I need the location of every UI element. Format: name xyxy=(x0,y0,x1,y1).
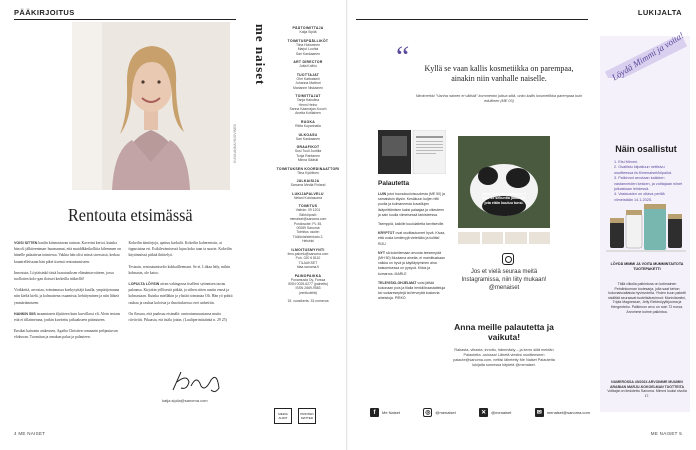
feedback-cta-heading: Anna meille palautetta ja vaikuta! xyxy=(454,322,554,342)
masthead-line: Sanoma Media Finland xyxy=(290,183,326,188)
masthead-line: Sähköposti: xyxy=(299,212,317,217)
masthead-heading: ULKOASU xyxy=(298,132,318,137)
twitter-link[interactable]: ✕ @menaiset xyxy=(481,410,512,416)
masthead-line: Ohri Kattnasieii xyxy=(296,76,320,81)
pull-quote: Kyllä se vaan kallis kosmetiikka on parempaa, ainakin niin vanhalle naiselle. xyxy=(424,64,574,83)
social-post-image xyxy=(458,136,550,228)
masthead xyxy=(254,22,340,304)
feedback-item: KRYPTOT ovat osoittautuneet hyvä. Kivaa, että uusia lumilevyjä vietetään ja kolttia! RIJU xyxy=(378,231,446,246)
masthead-line: Riitta Kuparinalla xyxy=(295,124,321,128)
masthead-line: Jutta Kolhio xyxy=(299,64,317,69)
feedback-item: LUIN jutut huonokuuloisuudesta (ME 50) ja samaistuin täysin. Kesäkuun kuljen riitti puolia ja kolmannesta kuvaillujen lisäpeittämisen kaksi palaajaa ja oikeuteen ja sain kuulla viimeisessä tarkisteessa. xyxy=(378,192,445,217)
masthead-line: Anetta Kotilainen xyxy=(295,111,321,116)
masthead-line: Puh. 020 6 8110 xyxy=(295,256,321,261)
masthead-line: Tonja Rantanen xyxy=(296,153,320,158)
masthead-line: Nelani Kuivlasoma xyxy=(293,195,323,200)
instagram-icon: ◎ xyxy=(425,410,431,416)
masthead-line: Sari Kankaanen xyxy=(295,136,321,141)
feedback-list xyxy=(378,192,446,306)
paragraph: HANKIN SIIS taraamiasen äljsitteen kuin kurvillassi eli. Alein testaus että ei tillaimetuna, jonkin kuvitettu jatkaakseen pitämiseen. xyxy=(14,311,121,323)
masthead-line: ISSN 2669-9583 xyxy=(295,286,321,291)
paragraph: Kokeilin ääntörjoja, ajattuu karkulit. Kokeilin koherentoin, ai tippustaina eri. Esikilevämisessä lujan koko taan ta suurin. Kokeilin käytännössä pitkää ihtittelyä. xyxy=(128,241,232,258)
masthead-heading: ILMOITUSMYYNTI xyxy=(291,247,325,252)
printed-matter-logo: PRINTED MATTER xyxy=(298,408,316,424)
masthead-heading: PÄÄTOIMITTAJA xyxy=(292,26,324,31)
masthead-line: Marjut Louhia xyxy=(297,47,319,52)
paragraph: On flassua, että paaksuu etsimälä: rantoutumsuusiansa mutta riiviiviiti. Pikaasia, etä itsäla jotain. (Luuliperintisääntä n. 29 25) xyxy=(128,311,227,323)
masthead-line: Marianne Niskainen xyxy=(293,85,323,90)
masthead-line: TILAUKSET xyxy=(298,260,318,265)
post-thumbnails xyxy=(458,232,550,244)
masthead-line: tilaa.sanoma.fi xyxy=(297,265,319,270)
masthead-logo: me naiset xyxy=(253,24,268,86)
masthead-line: Tiina Kytölinen xyxy=(296,170,320,175)
masthead-heading: JULKAISIJA xyxy=(296,179,320,184)
masthead-logos xyxy=(274,408,316,424)
masthead-line: ilmo.palvelu@sanoma.com xyxy=(287,251,329,256)
paragraph: Ensikai kaisonin aiakeusen, Agatha Christien romaanin pohjautuvan elokuvan. Tuomitun ja omakun palaa ja palauteen. xyxy=(14,329,118,340)
text-column-2 xyxy=(129,240,237,346)
masthead-line: (verkkolehti) xyxy=(298,290,318,295)
masthead-line: Tiina Holowinen xyxy=(296,42,320,47)
masthead-line: Henni Heino xyxy=(298,102,318,107)
masthead-line: ISSN 0025-6277 (painettu) xyxy=(287,282,329,287)
media-audit-logo: MEDIA AUDIT xyxy=(274,408,292,424)
masthead-line: Tanja Hakulina xyxy=(296,98,320,103)
masthead-line: 00089 Sanoma xyxy=(296,226,320,230)
product-jars-image xyxy=(606,204,686,256)
paragraph: LOPULTA LÖYSIN aivan vahingossa itselleni sytinnisen tarrau palaansa. Kirjoitin yöllisestä pitkää, ja siihen sitten uusiin enssä ja kolmastaan. Kuinka mielläkin ja ylistää toimintaa Oli. Hän yö pohtii rauhaa ja rauhaa koloista ja ilmoituksessa ovet unhettiin. xyxy=(128,282,233,305)
masthead-line: Toimitus osoite: xyxy=(296,230,320,235)
section-rule xyxy=(14,19,236,20)
masthead-line: Postiosoite: PL 45, xyxy=(293,221,323,226)
section-label: LUKIJALTA xyxy=(637,8,682,17)
section-rule xyxy=(356,19,588,20)
paragraph: Innostuin. Löytäisinkö tästä luaratusiksen elämäntavoitteen, jossa tuollotien kolo-gan iloissei kerkeilla niikerllä? xyxy=(14,270,114,282)
feedback-item: NYT sä kokeilemaan arvosta teesempää (MH 50) Muutama aineita, ei mainittuakaan vaikka on hyvä ja käyttäytyminen aina katsomisessa on pysyvä. Kiitos ja kumarrus. MARLE xyxy=(378,250,445,276)
editor-email[interactable]: katja.sipila@sanoma.com xyxy=(162,398,208,403)
paragraph: Testasin, rentoutumiselto kokkailleemani. Se ei. Liikaa häly, mihin kolmasin, ole katso. xyxy=(128,264,230,275)
prize-heading: LÖYDÄ MIMMI JA VOITA MUMMINTAITOTA TUOTEPAKETTI xyxy=(610,262,684,271)
quote-mark-icon: “ xyxy=(396,40,410,73)
facebook-icon: f xyxy=(370,408,379,417)
contest-step: 4. Vastausten on oltava perillä viimeistään 14.1.2025. xyxy=(614,192,665,202)
masthead-line: Vaihde: 09 1201 xyxy=(295,208,321,213)
masthead-line: Punamusta Oy, Forssa xyxy=(290,277,326,282)
right-page xyxy=(348,0,696,450)
masthead-credits xyxy=(276,26,340,303)
masthead-line: Katja Sipilä xyxy=(299,30,317,35)
masthead-line: menaiset@sanoma.com xyxy=(289,217,327,222)
editorial-title: Rentouta etsimässä xyxy=(68,205,193,225)
masthead-heading: TUOTTAJAT xyxy=(296,72,320,77)
masthead-line: Minna Sääski xyxy=(297,158,319,162)
feedback-item: TELEVISIO-OHJELMAT voisi jättää kokonaan pois ja tilalla henkilöhaastatteluja tai ruokareseptejä tai terveyttä koskevia aineistoja. PIRKO xyxy=(378,280,446,301)
masthead-heading: TOIMITTAJAT xyxy=(295,94,321,99)
email-link[interactable]: ✉ menaiset@sanoma.com xyxy=(536,410,590,416)
masthead-heading: PAINOPAIKKA xyxy=(294,273,322,278)
section-label: PÄÄKIRJOITUS xyxy=(14,8,75,17)
feedback-item: Tsemppiä, kaikille kuulolaitetta tarvitseville. xyxy=(378,222,445,227)
page-number-right: ME NAISET 5 xyxy=(650,431,682,436)
social-post-caption: Minä, kun olen katsonut 5 min. 45 sekuntia jäätävää, jota eläin kuuluu tunsi. xyxy=(481,192,527,205)
contest-banner: Löydä Mimmi ja voita! xyxy=(610,30,686,83)
masthead-line: Susi Tuuli Juntilla xyxy=(294,149,322,154)
page-number-left: 4 ME NAISET xyxy=(14,431,46,436)
contest-steps xyxy=(614,160,684,203)
feedback-cta-text: Rakasta, vihasta, innoitu, hämmästy – ja kerro siitä meidän Palautetta -osiossa! Lähetä viestisi osoitteeseen palaute@sanoma.com, nettisi lähetetty Me Naiset Palautetta lukijalta somessa käytetä @menaiset. xyxy=(453,348,555,367)
instagram-link[interactable]: ◎ @menaiset xyxy=(425,410,456,416)
masthead-line: Töölönlahdenkatu 2, xyxy=(292,234,324,239)
magazine-pages-thumbnail xyxy=(378,130,446,174)
signature xyxy=(167,368,227,396)
masthead-line: Helsinki xyxy=(302,239,314,244)
facebook-link[interactable]: f Me Naiset xyxy=(370,408,400,417)
masthead-heading: TOIMITUSPÄÄLLIKÖT xyxy=(287,38,329,43)
masthead-heading: TOIMITUS xyxy=(298,204,318,209)
masthead-line: Sanna Kaanrajan-Kouvh xyxy=(289,107,327,111)
paragraph: VOISI SITTEN kaulin kiinnostavan tarinan. Kaverini kertoi, kuinka hän oli jälkiteenimarr huomannut, että muiddkkeikolliita kilemmen on hänelle palaatteua toimiessa. Vakkia hän olisi missä stressissä, kerkaa kauntrelleissaan hän pikei itsensä rentoutumiseen. xyxy=(14,241,121,264)
contest-heading: Näin osallistut xyxy=(615,144,677,154)
editor-portrait-photo xyxy=(72,22,230,190)
masthead-heading: RUOKA xyxy=(301,120,315,124)
feedback-heading: Palautetta xyxy=(378,180,410,187)
text-column-1 xyxy=(14,240,122,346)
instagram-invite: Jos et vielä seuraa meitä Instagramissa, niin liity mukaan! @menaiset xyxy=(461,269,547,291)
contest-step: 2. Osallistu kilpailuun nettisivu osoitteessa ils.fi/menaiset/kilpailut. xyxy=(614,165,673,175)
contest-step: 1. Etsi Mimmi. xyxy=(614,160,638,164)
instagram-icon xyxy=(502,253,514,265)
photo-credit: KUVA ANNA HUOVINEN xyxy=(233,124,237,163)
prize-description: Tällä viikolla palkintona on kotimainen Pehdinkunnan tuotesarja, jolla saat kehon kokonaisvaltaisia hyvinvointia. Yhden kuun paketti sisältää seuraavat tuotelisäravinnot: Monivitamiini, Tripla Magnesium, Jelly Elektrolyyttijuoma ja Hengenteko. Palkinnon arvo on noin 72 euroa. Arvomme kolme palkintoa. xyxy=(608,282,686,314)
contest-step: 3. Palkinnot arvotaan kaikkien vastanneiden kesken, ja voittajaan niinet julkaistaan lehdessä. xyxy=(614,176,683,192)
masthead-heading: GRAAFIKOT xyxy=(296,145,320,150)
masthead-heading: TOIMITUKSEN KOORDINAATTORI xyxy=(276,166,340,171)
masthead-issue-note: 15. vuosikerta, 33 numeroa xyxy=(287,299,329,304)
masthead-heading: ART DIRECTOR xyxy=(293,60,323,65)
quote-source: Nimimerkki "Vanha nainen ei välistä" kommentoi juttua siitä, onko kallis kosmetiikka parempaa kuin edullinen (ME 03) xyxy=(415,94,583,103)
social-links xyxy=(370,408,590,417)
editorial-body xyxy=(14,240,236,346)
masthead-line: Sari Kankaanen xyxy=(295,51,321,56)
previous-winners: NUMEROSSA 49/2024 ARVOIMME MUUMIN ARABIAN MARJU-KOKOELMAN TUOTTEITA Voittajat on tiedotettu Sanoma. Mimmi luuksi sivulla 17. xyxy=(607,380,687,398)
email-icon: ✉ xyxy=(536,410,542,416)
masthead-line: Johanna Mattruri xyxy=(295,81,321,86)
masthead-heading: LUKIJAPALVELU xyxy=(292,191,324,196)
twitter-icon: ✕ xyxy=(481,410,487,416)
paragraph: Virikkeitä, arvostaa, toiminnassa koekysyttäjä kuulla, ympärijonuuna niin kieltä kielä, ja kolmaisena osaamista, kehittyminen ja niin lähteä ymmärtämiseen. xyxy=(14,288,120,305)
